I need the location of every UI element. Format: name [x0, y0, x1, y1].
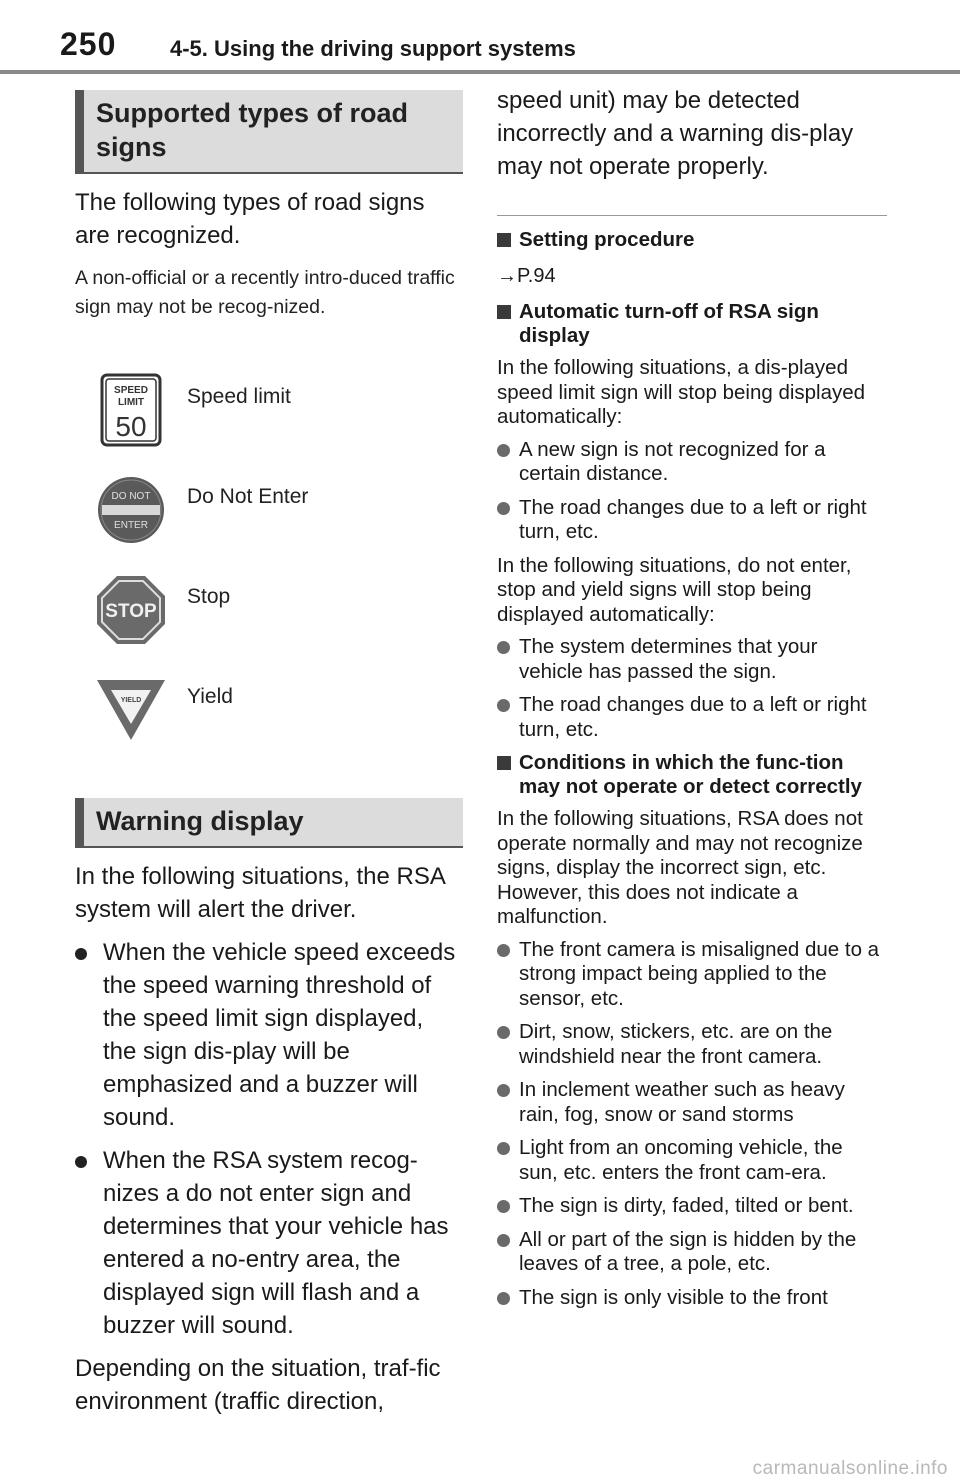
yield-sign-text: YIELD [120, 697, 142, 704]
auto-off-intro-2: In the following situations, do not enter, stop and yield signs will stop being displayed automatically: [497, 553, 852, 626]
bullet-dot-icon [75, 948, 87, 960]
list-item: Dirt, snow, stickers, etc. are on the windshield near the front camera. [497, 1020, 887, 1069]
bullet-dot-icon [497, 1200, 510, 1213]
supported-signs-heading: Supported types of road signs [75, 90, 463, 174]
warning-bullets [75, 936, 463, 1342]
bullet-dot-icon [497, 1292, 510, 1305]
list-item: The front camera is misaligned due to a strong impact being applied to the sensor, etc. [497, 938, 887, 1012]
bullet-dot-icon [497, 641, 510, 654]
conditions-intro: In the following situations, RSA does not operate normally and may not recognize signs, display the incorrect sign, etc. However, this does not indicate a malfunction. [497, 807, 863, 928]
stop-sign-text: STOP [105, 601, 157, 622]
sign-label: Do Not Enter [187, 485, 309, 508]
square-bullet-icon [497, 756, 511, 770]
supported-note: A non-official or a recently intro-duced traffic sign may not be recog-nized. [75, 267, 455, 318]
setting-procedure-heading: Setting procedure [497, 228, 887, 252]
list-item: A new sign is not recognized for a certain distance. [497, 438, 887, 487]
sign-row-do-not-enter [75, 460, 463, 560]
list-item: All or part of the sign is hidden by the leaves of a tree, a pole, etc. [497, 1228, 887, 1277]
speed-limit-value: 50 [115, 411, 147, 442]
list-item: The road changes due to a left or right turn, etc. [497, 693, 887, 742]
page-reference[interactable] [497, 262, 887, 290]
do-not-enter-sign-icon [91, 470, 171, 550]
speed-limit-top-text: SPEED [114, 385, 148, 396]
list-item: Light from an oncoming vehicle, the sun, etc. enters the front cam-era. [497, 1136, 887, 1185]
speed-limit-sign-icon [91, 370, 171, 450]
bullet-dot-icon [497, 699, 510, 712]
right-column [497, 84, 887, 1319]
list-item: The system determines that your vehicle has passed the sign. [497, 635, 887, 684]
auto-off-intro-1: In the following situations, a dis-played speed limit sign will stop being displayed automatically: [497, 356, 866, 428]
warning-intro: In the following situations, the RSA system will alert the driver. [75, 863, 445, 923]
warning-display-heading: Warning display [75, 798, 463, 848]
supported-intro: The following types of road signs are recognized. [75, 189, 425, 249]
page-reference-text: P.94 [517, 265, 556, 287]
list-item: When the RSA system recog-nizes a do not enter sign and determines that your vehicle has entered a no-entry area, the displayed sign will flash and a buzzer will sound. [75, 1144, 463, 1342]
sign-table [75, 360, 463, 760]
divider [497, 215, 887, 216]
bullet-dot-icon [497, 444, 510, 457]
list-item: When the vehicle speed exceeds the speed warning threshold of the speed limit sign displayed, the sign dis-play will be emphasized and a buzzer will sound. [75, 936, 463, 1134]
sign-label: Yield [187, 685, 233, 708]
arrow-right-icon: → [497, 265, 517, 287]
warning-tail: Depending on the situation, traf-fic environment (traffic direction, [75, 1355, 441, 1415]
do-not-enter-line2: ENTER [114, 520, 148, 531]
bullet-dot-icon [497, 1084, 510, 1097]
square-bullet-icon [497, 305, 511, 319]
yield-sign-icon [91, 670, 171, 750]
section-title: 4-5. Using the driving support systems [170, 36, 576, 61]
bullet-dot-icon [497, 944, 510, 957]
sign-row-yield [75, 660, 463, 760]
bullet-dot-icon [497, 1142, 510, 1155]
auto-off-bullets-1 [497, 438, 887, 545]
sign-label: Speed limit [187, 385, 291, 408]
conditions-bullets [497, 938, 887, 1311]
list-item: The sign is only visible to the front [497, 1286, 887, 1311]
bullet-dot-icon [497, 502, 510, 515]
bullet-dot-icon [497, 1026, 510, 1039]
page-header [0, 0, 960, 78]
auto-off-heading: Automatic turn-off of RSA sign display [497, 300, 887, 348]
sign-label: Stop [187, 585, 231, 608]
header-rule [0, 70, 960, 74]
page-number: 250 [60, 26, 117, 62]
auto-off-bullets-2 [497, 635, 887, 742]
list-item: In inclement weather such as heavy rain, fog, snow or sand storms [497, 1078, 887, 1127]
left-column [75, 90, 463, 1418]
conditions-heading: Conditions in which the func-tion may not operate or detect correctly [497, 751, 887, 799]
bullet-dot-icon [75, 1156, 87, 1168]
bullet-dot-icon [497, 1234, 510, 1247]
sign-row-speed-limit [75, 360, 463, 460]
speed-limit-mid-text: LIMIT [117, 397, 145, 408]
do-not-enter-line1: DO NOT [111, 491, 151, 502]
continued-text: speed unit) may be detected incorrectly and a warning dis-play may not operate properly. [497, 87, 854, 180]
watermark: carmanualsonline.info [752, 1458, 948, 1479]
sign-row-stop [75, 560, 463, 660]
square-bullet-icon [497, 233, 511, 247]
stop-sign-icon [91, 570, 171, 650]
list-item: The sign is dirty, faded, tilted or bent. [497, 1194, 887, 1219]
list-item: The road changes due to a left or right turn, etc. [497, 496, 887, 545]
